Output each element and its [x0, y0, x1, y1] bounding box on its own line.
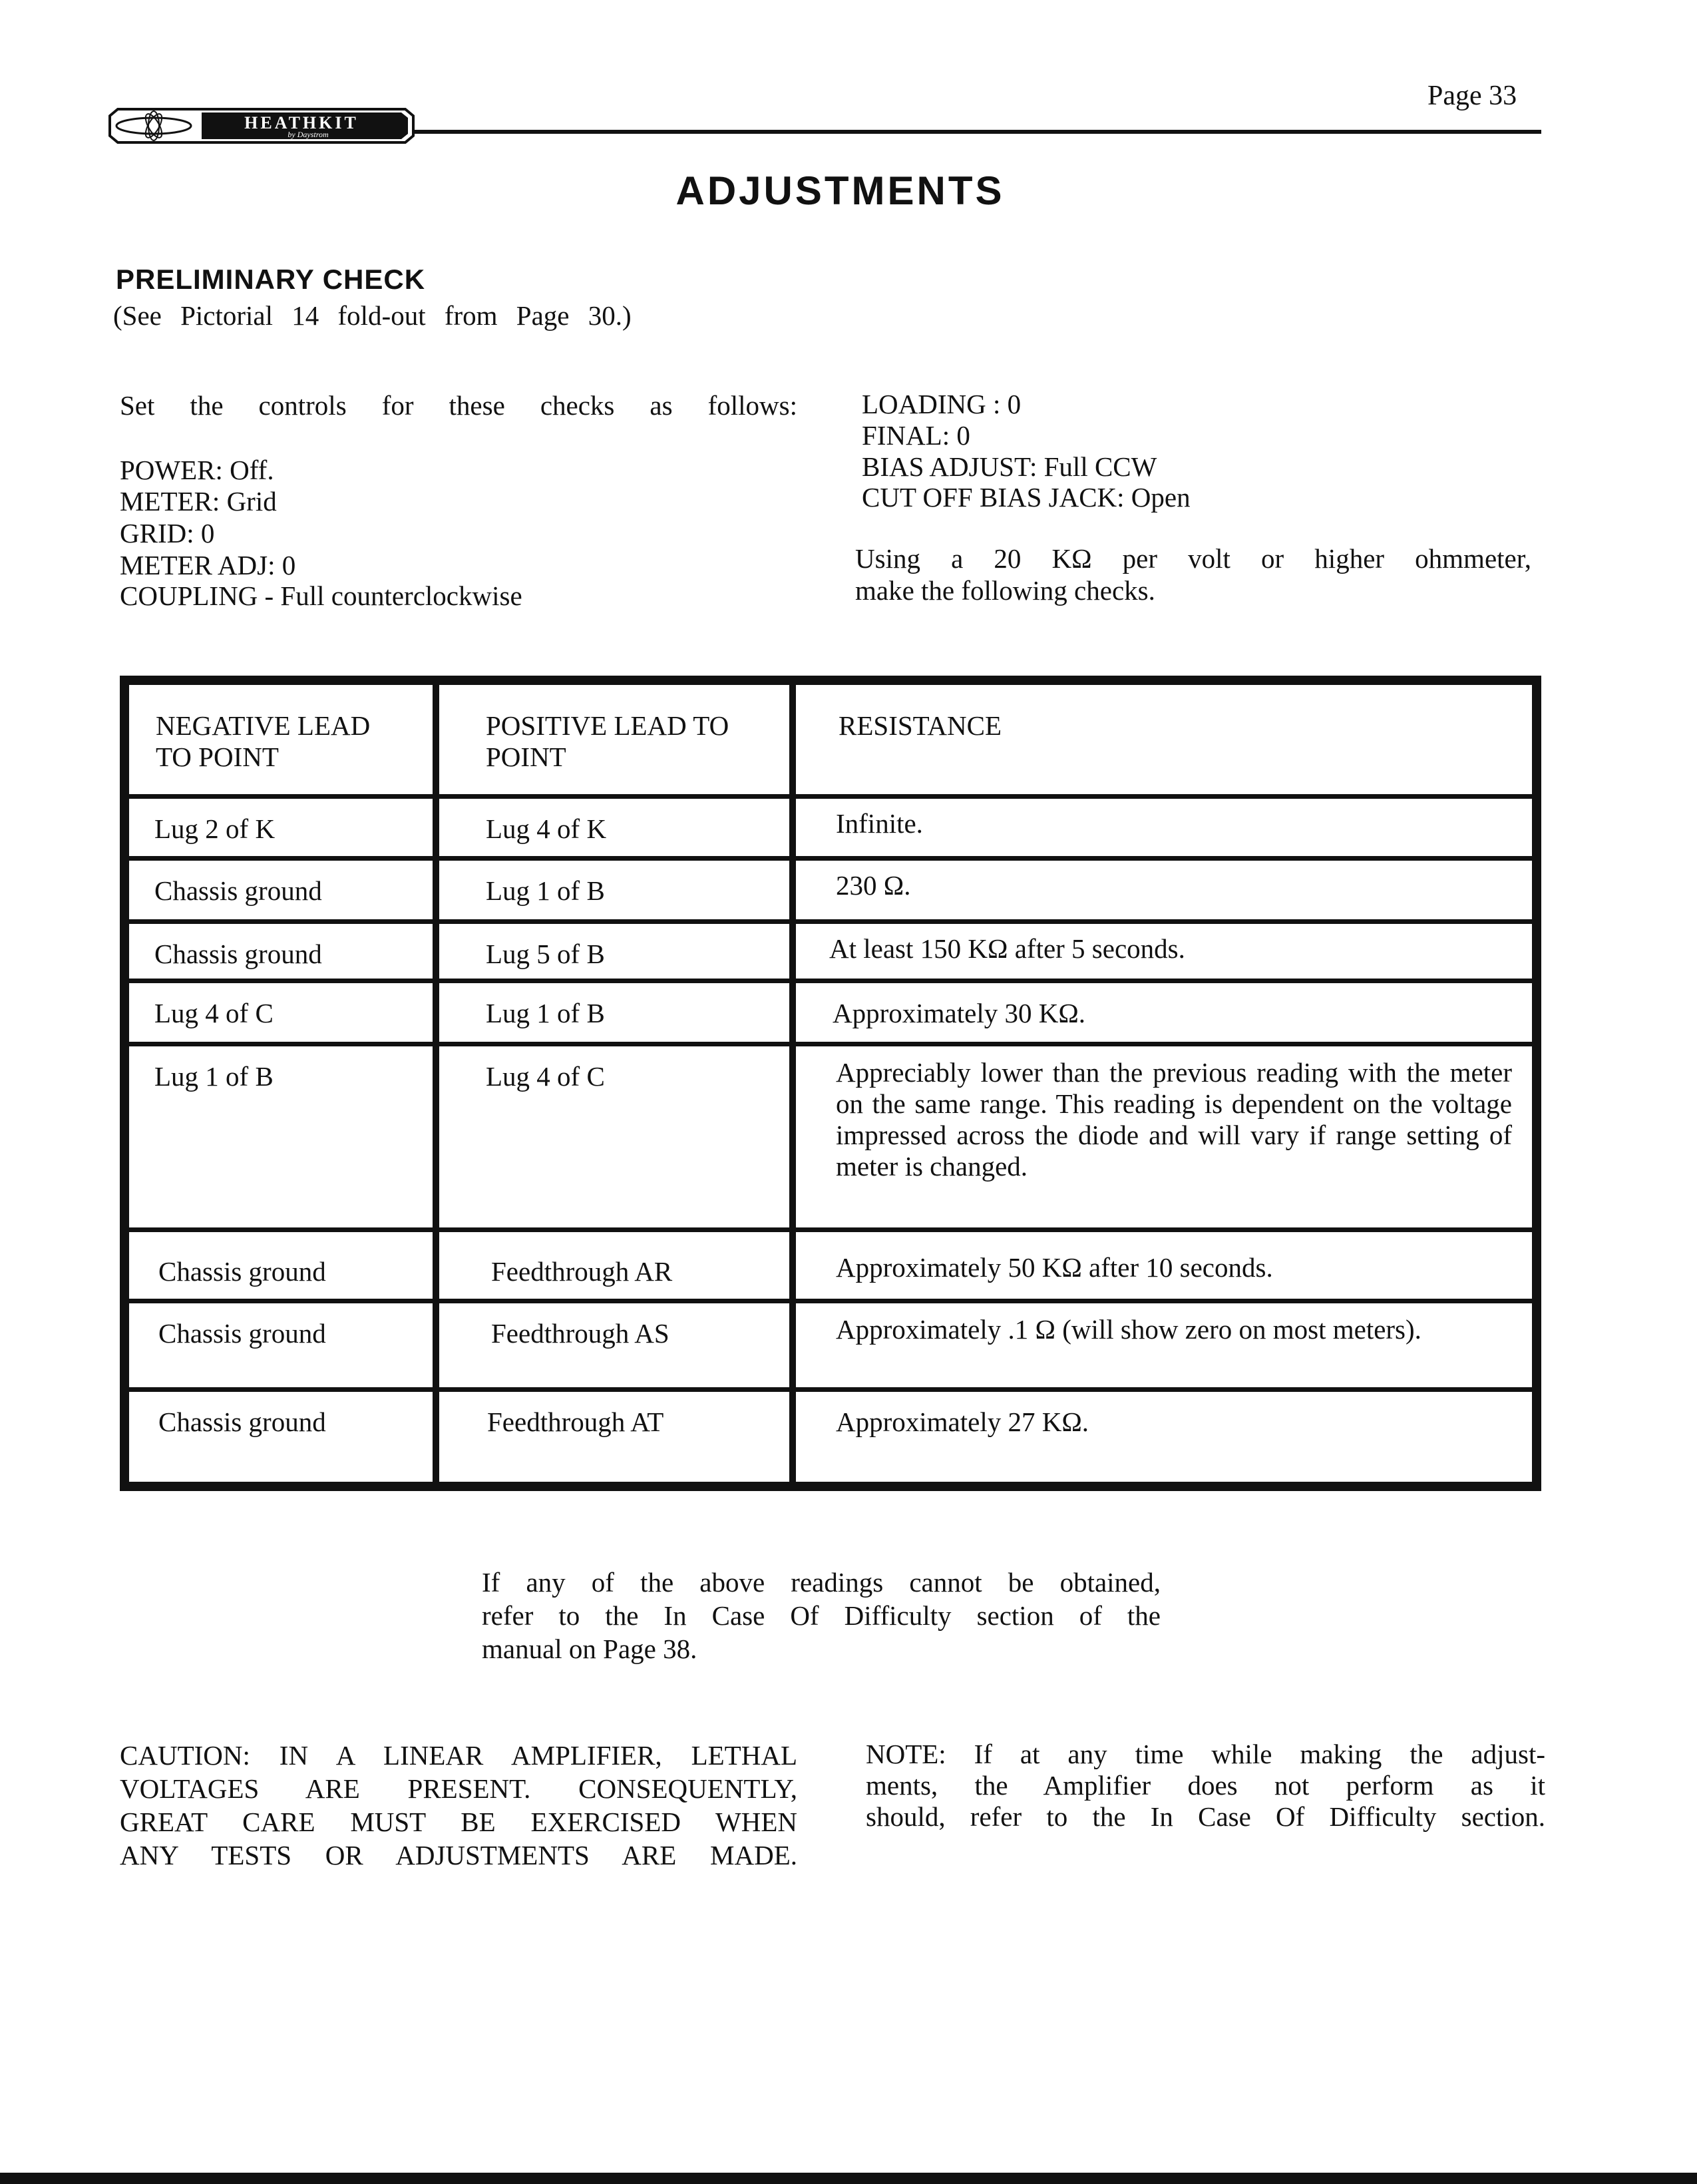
control-setting: GRID: 0 — [120, 518, 215, 548]
positive-lead-cell: Lug 1 of B — [439, 983, 789, 1042]
svg-text:HEATHKIT: HEATHKIT — [244, 113, 359, 132]
caution-line: ANY TESTS OR ADJUSTMENTS ARE MADE. — [120, 1840, 797, 1870]
negative-lead-cell: Chassis ground — [129, 861, 433, 919]
page-number: Page 33 — [1427, 81, 1517, 111]
control-setting: COUPLING - Full counterclockwise — [120, 580, 522, 611]
negative-lead-cell: Lug 4 of C — [129, 983, 433, 1042]
header-negative-lead: NEGATIVE LEAD TO POINT — [129, 685, 433, 794]
section-heading: PRELIMINARY CHECK — [116, 264, 426, 295]
positive-lead-cell: Lug 1 of B — [439, 861, 789, 919]
resistance-cell: Approximately 30 KΩ. — [796, 983, 1532, 1042]
section-reference: (See Pictorial 14 fold-out from Page 30.) — [113, 300, 632, 331]
resistance-cell: At least 150 KΩ after 5 seconds. — [796, 924, 1532, 979]
negative-lead-cell: Chassis ground — [129, 1232, 433, 1299]
table-row — [129, 799, 1532, 856]
positive-lead-cell: Lug 5 of B — [439, 924, 789, 979]
note — [866, 1739, 1545, 1833]
table-row — [129, 861, 1532, 919]
page-title: ADJUSTMENTS — [675, 168, 1005, 213]
table-header-row — [129, 685, 1532, 794]
caution-note — [120, 1739, 797, 1872]
bottom-edge-bar — [0, 2173, 1697, 2184]
caution-line: CAUTION: IN A LINEAR AMPLIFIER, LETHAL — [120, 1740, 797, 1771]
control-setting: CUT OFF BIAS JACK: Open — [862, 482, 1191, 513]
caution-line: GREAT CARE MUST BE EXERCISED WHEN — [120, 1807, 797, 1837]
negative-lead-cell: Chassis ground — [129, 1392, 433, 1482]
positive-lead-cell: Lug 4 of C — [439, 1046, 789, 1227]
header-positive-lead: POSITIVE LEAD TO POINT — [439, 685, 789, 794]
table-row — [129, 1303, 1532, 1387]
controls-intro: Set the controls for these checks as follows: — [120, 390, 797, 421]
positive-lead-cell: Feedthrough AT — [439, 1392, 789, 1482]
difficulty-note-line: manual on Page 38. — [482, 1634, 697, 1664]
negative-lead-cell: Lug 2 of K — [129, 799, 433, 856]
ohmmeter-note — [855, 543, 1531, 606]
resistance-cell: Approximately .1 Ω (will show zero on most meters). — [796, 1303, 1532, 1387]
header-resistance: RESISTANCE — [796, 685, 1532, 794]
positive-lead-cell: Feedthrough AR — [439, 1232, 789, 1299]
negative-lead-cell: Chassis ground — [129, 1303, 433, 1387]
heathkit-logo — [108, 107, 415, 145]
table-row — [129, 1232, 1532, 1299]
control-setting: POWER: Off. — [120, 455, 274, 485]
difficulty-note-line: If any of the above readings cannot be obtained, — [482, 1567, 1161, 1598]
table-row — [129, 1046, 1532, 1227]
resistance-cell: Approximately 27 KΩ. — [796, 1392, 1532, 1482]
positive-lead-cell: Lug 4 of K — [439, 799, 789, 856]
header-rule — [413, 130, 1541, 134]
control-setting: METER ADJ: 0 — [120, 550, 296, 580]
resistance-check-table — [120, 676, 1541, 1491]
note-line: should, refer to the In Case Of Difficulty section. — [866, 1801, 1545, 1832]
positive-lead-cell: Feedthrough AS — [439, 1303, 789, 1387]
control-setting: LOADING : 0 — [862, 389, 1022, 419]
note-line: ments, the Amplifier does not perform as it — [866, 1770, 1545, 1801]
negative-lead-cell: Chassis ground — [129, 924, 433, 979]
resistance-cell: Infinite. — [796, 799, 1532, 856]
table-row — [129, 924, 1532, 979]
negative-lead-cell: Lug 1 of B — [129, 1046, 433, 1227]
note-line: NOTE: If at any time while making the adjust- — [866, 1739, 1545, 1769]
ohmmeter-note-line: Using a 20 KΩ per volt or higher ohmmeter, — [855, 543, 1531, 574]
control-setting: BIAS ADJUST: Full CCW — [862, 451, 1157, 482]
difficulty-note-line: refer to the In Case Of Difficulty section of the — [482, 1600, 1161, 1631]
difficulty-note — [482, 1566, 1161, 1665]
table-row — [129, 1392, 1532, 1482]
ohmmeter-note-line: make the following checks. — [855, 575, 1155, 606]
caution-line: VOLTAGES ARE PRESENT. CONSEQUENTLY, — [120, 1773, 797, 1804]
control-setting: METER: Grid — [120, 486, 277, 517]
svg-text:by Daystrom: by Daystrom — [287, 130, 329, 139]
resistance-cell: 230 Ω. — [796, 861, 1532, 919]
control-setting: FINAL: 0 — [862, 420, 970, 451]
resistance-cell: Appreciably lower than the previous reading with the meter on the same range. This reading is dependent on the voltage impressed across the diode and will vary if range setting of meter is changed. — [796, 1046, 1532, 1227]
resistance-cell: Approximately 50 KΩ after 10 seconds. — [796, 1232, 1532, 1299]
table-row — [129, 983, 1532, 1042]
